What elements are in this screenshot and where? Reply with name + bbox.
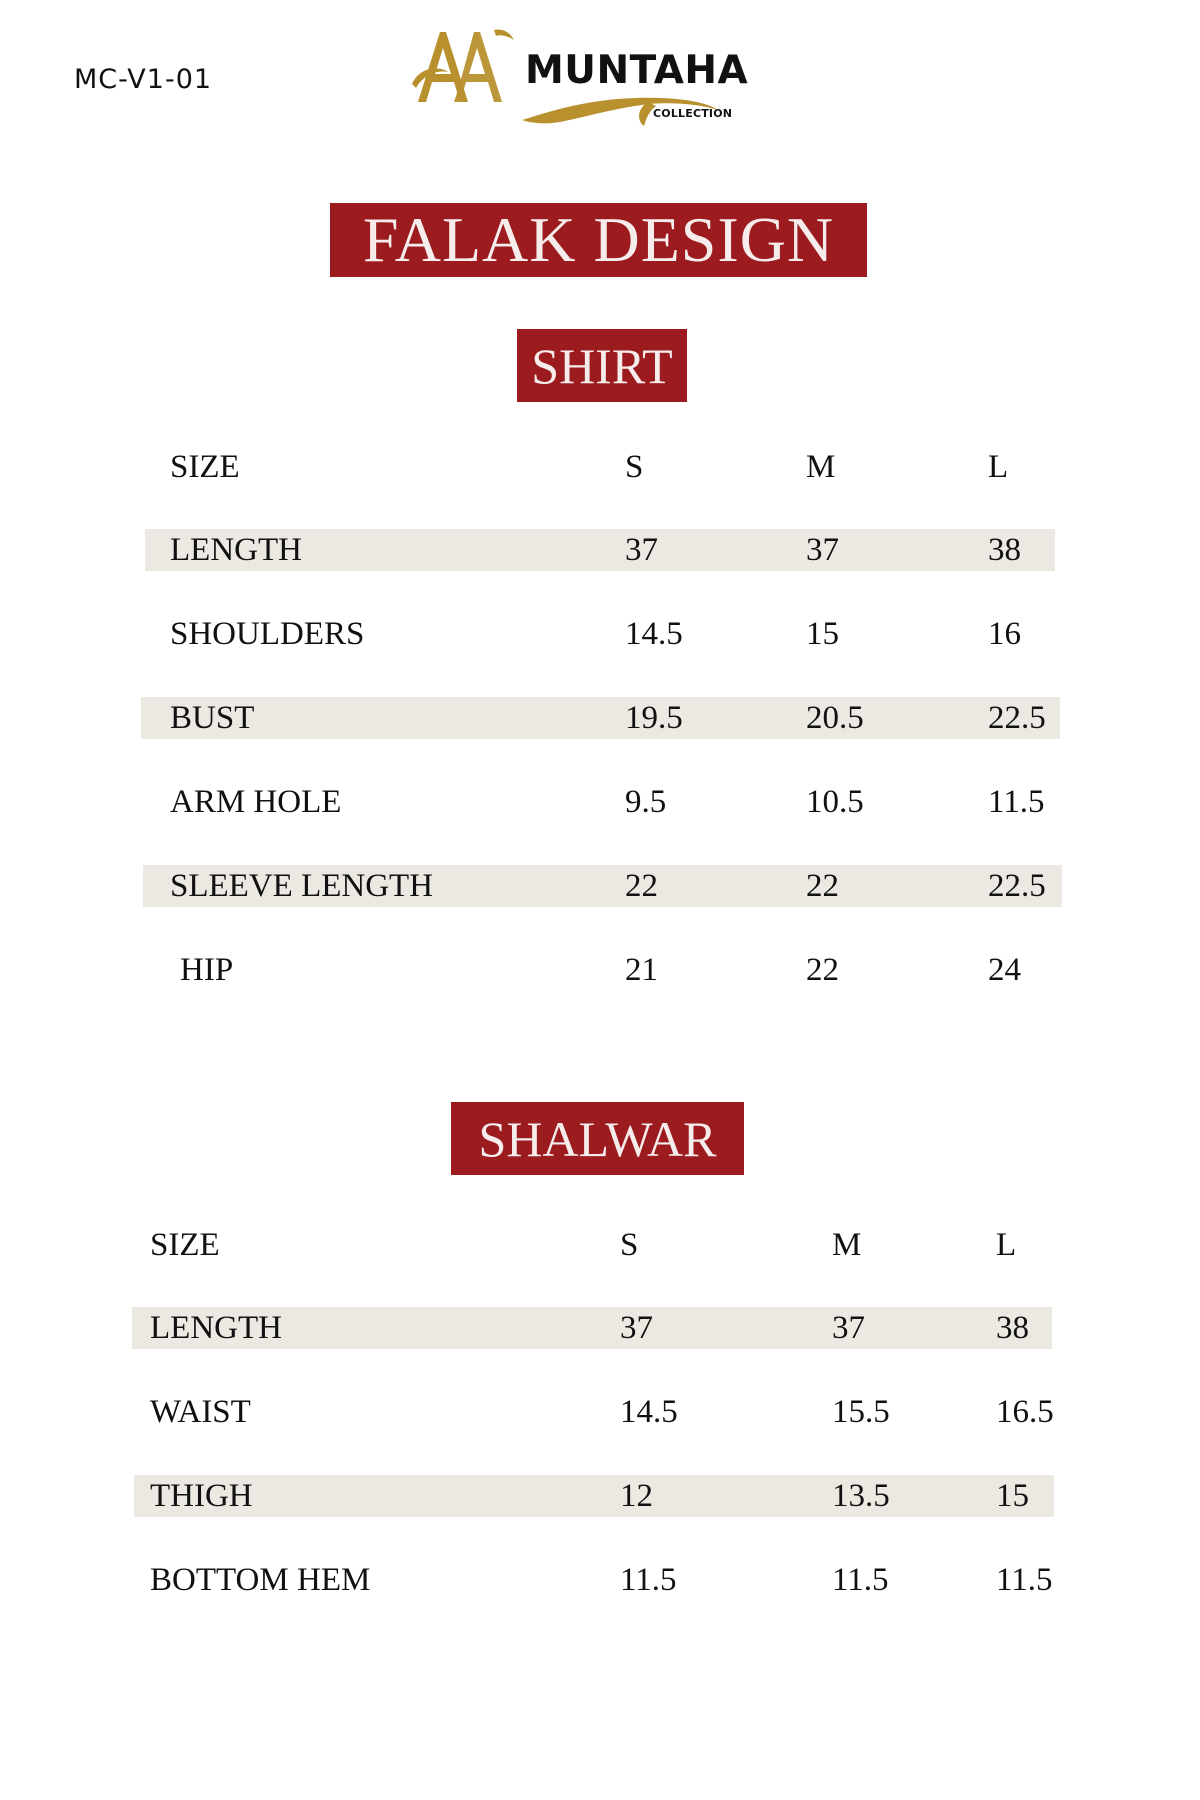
- value-m: 13.5: [832, 1478, 890, 1514]
- value-s: 22: [625, 868, 658, 904]
- header-label: SIZE: [170, 449, 240, 485]
- value-l: 16: [988, 616, 1021, 652]
- value-s: 37: [625, 532, 658, 568]
- row-label: THIGH: [150, 1478, 253, 1514]
- value-s: 9.5: [625, 784, 667, 820]
- value-s: 14.5: [620, 1394, 678, 1430]
- table-row: [143, 865, 1062, 907]
- value-m: 15.5: [832, 1394, 890, 1430]
- brand-name: MUNTAHA: [525, 48, 749, 93]
- value-s: 21: [625, 952, 658, 988]
- value-l: 22.5: [988, 700, 1046, 736]
- table-row: [145, 781, 1055, 823]
- row-label: SLEEVE LENGTH: [170, 868, 434, 904]
- table-row: [134, 1475, 1054, 1517]
- table-row: [145, 613, 1055, 655]
- value-l: 38: [988, 532, 1021, 568]
- value-m: 15: [806, 616, 839, 652]
- table-row: [132, 1307, 1052, 1349]
- row-label: BOTTOM HEM: [150, 1562, 371, 1598]
- value-m: 22: [806, 868, 839, 904]
- header-label: SIZE: [150, 1227, 220, 1263]
- value-m: 11.5: [832, 1562, 889, 1598]
- value-l: 16.5: [996, 1394, 1054, 1430]
- table-header-row: [145, 446, 1055, 488]
- value-l: 11.5: [996, 1562, 1053, 1598]
- header-s: S: [625, 449, 644, 485]
- value-l: 24: [988, 952, 1021, 988]
- row-label: WAIST: [150, 1394, 251, 1430]
- value-l: 15: [996, 1478, 1029, 1514]
- value-m: 37: [806, 532, 839, 568]
- table-row: [141, 697, 1060, 739]
- brand-logo: [410, 26, 749, 136]
- value-s: 11.5: [620, 1562, 677, 1598]
- value-m: 20.5: [806, 700, 864, 736]
- table-row: [145, 529, 1055, 571]
- header-l: L: [996, 1227, 1017, 1263]
- value-s: 37: [620, 1310, 653, 1346]
- product-code: MC-V1-01: [74, 64, 213, 95]
- table-row: [132, 1391, 1052, 1433]
- value-s: 14.5: [625, 616, 683, 652]
- shirt-heading: SHIRT: [517, 329, 687, 402]
- value-l: 11.5: [988, 784, 1045, 820]
- table-header-row: [132, 1224, 1052, 1266]
- value-m: 10.5: [806, 784, 864, 820]
- value-l: 38: [996, 1310, 1029, 1346]
- table-row: [145, 949, 1055, 991]
- aa-monogram-icon: [410, 26, 520, 106]
- value-m: 22: [806, 952, 839, 988]
- row-label: LENGTH: [170, 532, 302, 568]
- table-row: [132, 1559, 1052, 1601]
- value-l: 22.5: [988, 868, 1046, 904]
- brand-subtitle: COLLECTION: [653, 107, 733, 120]
- shalwar-heading: SHALWAR: [451, 1102, 744, 1175]
- row-label: HIP: [180, 952, 234, 988]
- row-label: BUST: [170, 700, 255, 736]
- value-s: 12: [620, 1478, 653, 1514]
- header-m: M: [806, 449, 836, 485]
- row-label: LENGTH: [150, 1310, 282, 1346]
- value-m: 37: [832, 1310, 865, 1346]
- header-m: M: [832, 1227, 862, 1263]
- header-s: S: [620, 1227, 639, 1263]
- row-label: ARM HOLE: [170, 784, 342, 820]
- value-s: 19.5: [625, 700, 683, 736]
- design-title: FALAK DESIGN: [330, 203, 867, 277]
- header-l: L: [988, 449, 1009, 485]
- row-label: SHOULDERS: [170, 616, 365, 652]
